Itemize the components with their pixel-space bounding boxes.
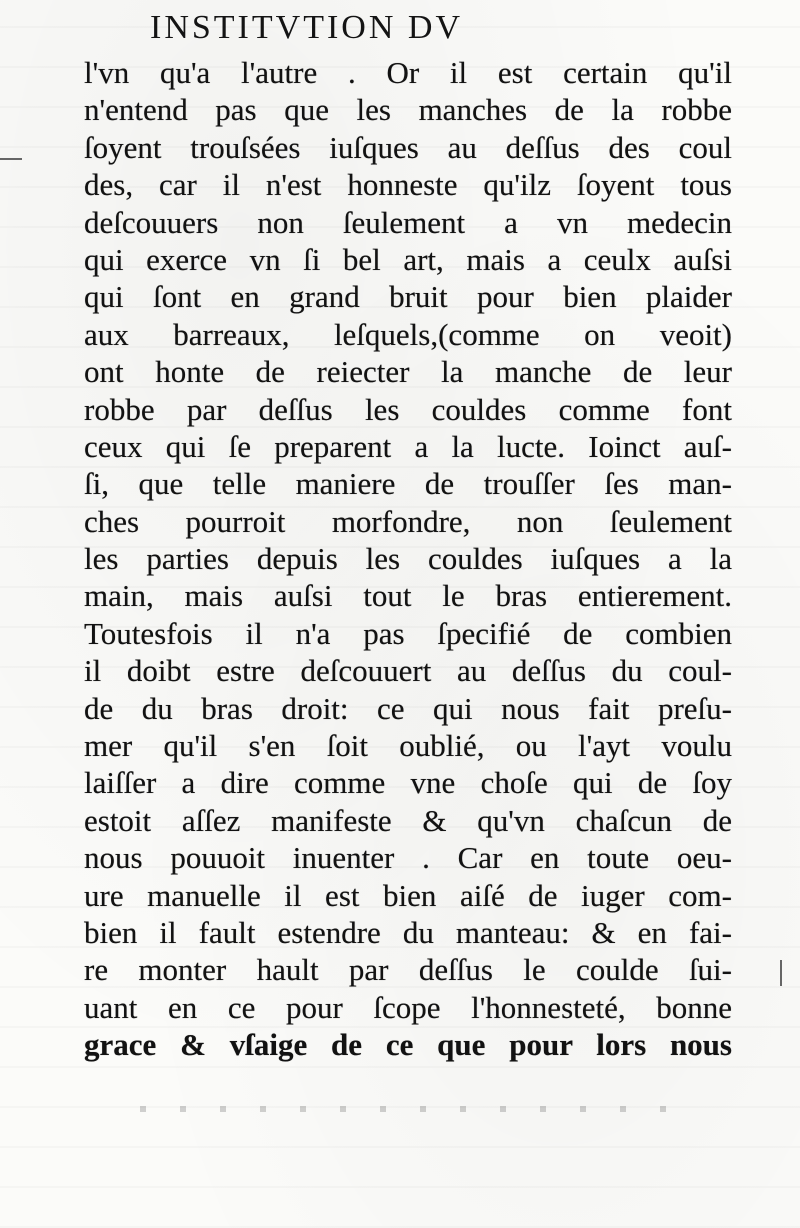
text-line: main, mais auſsi tout le bras entierement. <box>84 578 732 614</box>
text-line: robbe par deſſus les couldes comme font <box>84 391 732 427</box>
text-line: qui ſont en grand bruit pour bien plaider <box>84 279 732 315</box>
text-line: de du bras droit: ce qui nous fait preſu- <box>84 690 732 726</box>
text-line: laiſſer a dire comme vne choſe qui de ſoy <box>84 765 732 801</box>
text-line: Toutesfois il n'a pas ſpecifié de combien <box>84 615 732 651</box>
running-head: INSTITVTION DV <box>150 9 464 46</box>
text-line: bien il fault estendre du manteau: & en fai- <box>84 914 732 950</box>
text-line: des, car il n'est honneste qu'ilz ſoyent tous <box>84 167 732 203</box>
text-line: ſi, que telle maniere de trouſſer ſes man- <box>84 466 732 502</box>
text-line: ſoyent trouſsées iuſques au deſſus des coul <box>84 129 732 165</box>
right-edge-mark <box>780 960 782 986</box>
text-line: ure manuelle il est bien aiſé de iuger com- <box>84 877 732 913</box>
text-line: n'entend pas que les manches de la robbe <box>84 92 732 128</box>
body-text <box>84 54 732 1064</box>
text-line: l'vn qu'a l'autre . Or il est certain qu'il <box>84 55 732 90</box>
text-line: deſcouuers non ſeulement a vn medecin <box>84 204 732 240</box>
text-line: re monter hault par deſſus le coulde ſui- <box>84 952 732 988</box>
text-line: qui exerce vn ſi bel art, mais a ceulx auſsi <box>84 241 732 277</box>
text-line: il doibt estre deſcouuert au deſſus du coul- <box>84 653 732 689</box>
text-line: estoit aſſez manifeste & qu'vn chaſcun de <box>84 802 732 838</box>
text-line: nous pouuoit inuenter . Car en toute oeu- <box>84 840 732 876</box>
catchword-marks <box>140 1106 700 1112</box>
text-line: uant en ce pour ſcope l'honnesteté, bonne <box>84 989 732 1025</box>
text-line: les parties depuis les couldes iuſques a la <box>84 541 732 577</box>
text-line: grace & vſaige de ce que pour lors nous <box>84 1027 732 1063</box>
text-line: ceux qui ſe preparent a la lucte. Ioinct auſ- <box>84 428 732 464</box>
text-line: aux barreaux, leſquels,(comme on veoit) <box>84 316 732 352</box>
text-line: ont honte de reiecter la manche de leur <box>84 354 732 390</box>
text-line: ches pourroit morfondre, non ſeulement <box>84 503 732 539</box>
left-edge-mark <box>0 158 22 160</box>
text-line: mer qu'il s'en ſoit oublié, ou l'ayt voulu <box>84 728 732 764</box>
